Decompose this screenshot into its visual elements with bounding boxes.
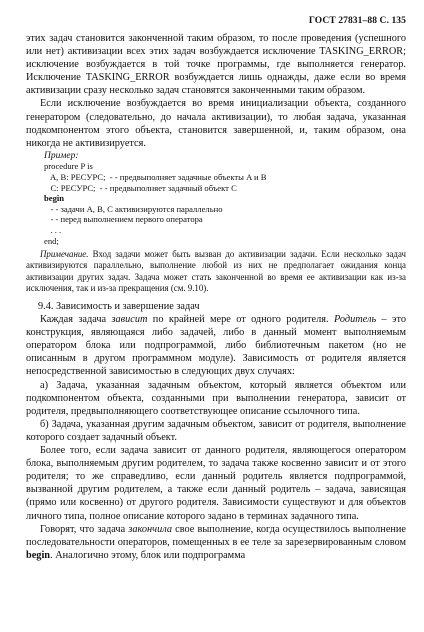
code-line: . . . (44, 225, 62, 235)
text-run: . Аналогично этому, блок или подпрограмма (50, 549, 246, 561)
note-label: Примечание. (40, 249, 89, 260)
text-run: по крайней мере от одного родителя. (147, 314, 334, 326)
code-line: - - перед выполнением первого оператора (44, 214, 203, 225)
code-line: - - задачи A, B, C активизируются параллельно (44, 203, 223, 214)
page-header: ГОСТ 27831–88 С. 135 (308, 16, 406, 26)
term-roditel: Родитель (333, 314, 377, 326)
paragraph-2: Если исключение возбуждается во время инициализации объекта, созданного генератором (следовательно, до начала активизации), то любая задача, указанная подкомпонентом этого объекта, становится завершенной, и, таким образом, она никогда не активизируется. (26, 98, 406, 149)
term-zakonchila: закончила (128, 523, 172, 535)
text-run: Каждая задача (40, 314, 112, 326)
paragraph-4: а) Задача, указанная задачным объектом, который является объектом или подкомпонентом объекта, созданными при выполнении генератора, зависит от родителя, предвыполняющего соответствующее описание ссылочного типа. (26, 379, 406, 417)
code-example (44, 151, 406, 246)
text-run: свое выполнение, когда осуществилось выполнение последовательности операторов, помещенных в ее теле за зарезервированным словом (26, 523, 406, 548)
code-line: procedure P is (44, 161, 93, 172)
text-run: Говорят, что задача (40, 523, 129, 535)
code-line: Пример: (44, 150, 79, 161)
paragraph-1: этих задач становится законченной таким образом, то после проведения (успешного или нет) активизации всех этих задач возбуждается исключение TASKING_ERROR; исключение возбуждается в той точке программы, где выполняется генератор. Исключение TASKING_ERROR возбуждается лишь однажды, даже если во время активизации сразу несколько задач становятся законченными таким образом. (26, 33, 406, 97)
text-run: – это конструкция, являющаяся либо задачей, либо в данный момент выполняемым оператором блока или подпрограммой, либо библиотечным пакетом (но не описанным в другом программном модуле). Зависимость от родителя является непосредственной зависимостью в следующих двух случаях: (26, 314, 406, 378)
paragraph-6: Более того, если задача зависит от данного родителя, являющегося оператором блока, выполняемым другим родителем, то задача также косвенно зависит и от этого родителя; то же справедливо, если данный родитель является подпрограммой, вызванной другим родителем, а также если данный родитель – задача, зависящая (прямо или косвенно) от другого родителя. Зависимости существуют и для объектов личного типа, полное описание которого задано в терминах задачного типа. (26, 445, 406, 522)
section-title: 9.4. Зависимость и завершение задач (38, 301, 200, 312)
code-line: begin (44, 193, 65, 204)
note-text: Вход задачи может быть вызван до активизации задачи. Если несколько задач активизируются параллельно, выполнение любой из них не предполагает ожидания конца активизации других задач. Задача может стать законченной во время ее активизации как из-за исключения, так и из-за прекращения (см. 9.10). (26, 249, 406, 293)
paragraph-5: б) Задача, указанная другим задачным объектом, зависит от родителя, выполнение которого создает задачный объект. (26, 418, 406, 443)
note (26, 249, 406, 294)
term-zavisit: зависит (111, 314, 148, 326)
code-line: C: РЕСУРС; - - предвыполняет задачный объект C (44, 182, 237, 193)
code-line: A, B: РЕСУРС; - - предвыполняет задачные объекты A и B (44, 172, 267, 183)
code-line: end; (44, 235, 59, 246)
paragraph-7 (26, 523, 406, 562)
paragraph-3 (26, 313, 406, 378)
keyword-begin: begin (26, 549, 51, 561)
